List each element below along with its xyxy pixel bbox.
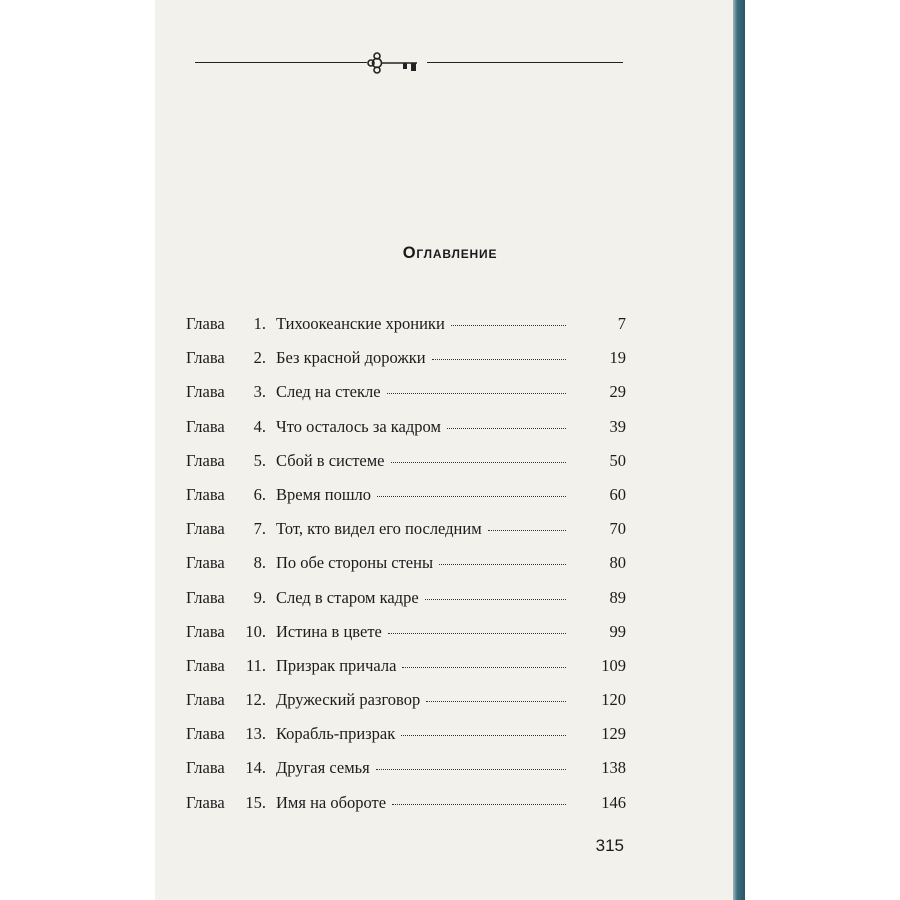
chapter-page: 50 (609, 450, 626, 470)
toc-entry (186, 758, 626, 792)
chapter-number: 8. (253, 553, 266, 573)
chapter-number: 7. (253, 519, 266, 539)
chapter-number: 13. (245, 724, 266, 744)
chapter-title: Дружеский разговор (276, 690, 421, 710)
chapter-title: По обе стороны стены (276, 553, 434, 573)
chapter-title: Имя на обороте (276, 792, 387, 812)
chapter-page: 138 (601, 758, 626, 778)
chapter-number: 2. (253, 348, 266, 368)
toc-entry (186, 690, 626, 724)
dot-leader (402, 667, 566, 668)
chapter-page: 146 (601, 792, 626, 812)
toc-entry (186, 314, 626, 348)
chapter-title: Сбой в системе (276, 450, 385, 470)
ornament-rule-right (427, 62, 623, 63)
toc-entry (186, 382, 626, 416)
chapter-title: След на стекле (276, 382, 381, 402)
chapter-title: Корабль-призрак (276, 724, 396, 744)
chapter-page: 7 (617, 314, 626, 333)
chapter-word: Глава (186, 792, 225, 812)
chapter-number: 1. (253, 314, 266, 333)
toc-entry (186, 793, 626, 827)
chapter-title: Призрак причала (276, 655, 397, 675)
dot-leader (432, 359, 566, 360)
chapter-word: Глава (186, 690, 225, 710)
toc-entry (186, 724, 626, 758)
chapter-number: 5. (253, 450, 266, 470)
chapter-number: 15. (245, 792, 266, 812)
chapter-title: Тихоокеанские хроники (276, 314, 445, 333)
chapter-title: Без красной дорожки (276, 348, 426, 368)
chapter-page: 19 (609, 348, 626, 368)
dot-leader (392, 804, 566, 805)
dot-leader (401, 735, 566, 736)
chapter-page: 99 (609, 621, 626, 641)
dot-leader (447, 428, 566, 429)
dot-leader (391, 462, 567, 463)
chapter-page: 89 (609, 587, 626, 607)
chapter-number: 4. (253, 416, 266, 436)
chapter-word: Глава (186, 655, 225, 675)
chapter-page: 60 (609, 484, 626, 504)
chapter-title: След в старом кадре (276, 587, 419, 607)
chapter-word: Глава (186, 621, 225, 641)
chapter-number: 12. (245, 690, 266, 710)
chapter-title: Тот, кто видел его последним (276, 519, 482, 539)
chapter-page: 39 (609, 416, 626, 436)
chapter-number: 9. (253, 587, 266, 607)
header-ornament (195, 48, 623, 78)
toc-entry (186, 553, 626, 587)
chapter-number: 11. (245, 655, 266, 675)
toc-entry (186, 656, 626, 690)
toc-entry (186, 348, 626, 382)
toc-entry (186, 451, 626, 485)
dot-leader (451, 325, 566, 326)
chapter-page: 129 (601, 724, 626, 744)
dot-leader (426, 701, 566, 702)
chapter-word: Глава (186, 348, 225, 368)
book-spine-edge (733, 0, 745, 900)
chapter-word: Глава (186, 450, 225, 470)
dot-leader (488, 530, 566, 531)
toc-entry (186, 588, 626, 622)
chapter-page: 109 (601, 655, 626, 675)
dot-leader (388, 633, 566, 634)
chapter-word: Глава (186, 314, 225, 333)
toc-list (186, 314, 626, 827)
page-number: 315 (595, 836, 624, 855)
chapter-page: 70 (609, 519, 626, 539)
chapter-word: Глава (186, 484, 225, 504)
toc-entry (186, 485, 626, 519)
ornament-rule-left (195, 62, 367, 63)
chapter-number: 6. (253, 484, 266, 504)
toc-entry (186, 622, 626, 656)
chapter-title: Время пошло (276, 484, 372, 504)
chapter-word: Глава (186, 519, 225, 539)
chapter-page: 120 (601, 690, 626, 710)
chapter-word: Глава (186, 553, 225, 573)
dot-leader (377, 496, 566, 497)
chapter-number: 14. (245, 758, 266, 778)
chapter-word: Глава (186, 587, 225, 607)
chapter-number: 10. (245, 621, 266, 641)
chapter-word: Глава (186, 758, 225, 778)
toc-entry (186, 417, 626, 451)
key-ornament-icon (367, 49, 427, 77)
chapter-word: Глава (186, 724, 225, 744)
chapter-title: Истина в цвете (276, 621, 382, 641)
chapter-title: Другая семья (276, 758, 370, 778)
chapter-word: Глава (186, 416, 225, 436)
dot-leader (387, 393, 566, 394)
chapter-page: 80 (609, 553, 626, 573)
chapter-page: 29 (609, 382, 626, 402)
toc-entry (186, 519, 626, 553)
dot-leader (376, 769, 566, 770)
dot-leader (425, 599, 566, 600)
chapter-word: Глава (186, 382, 225, 402)
dot-leader (439, 564, 566, 565)
chapter-title: Что осталось за кадром (276, 416, 441, 436)
page-title: Оглавление (402, 244, 498, 262)
chapter-number: 3. (253, 382, 266, 402)
